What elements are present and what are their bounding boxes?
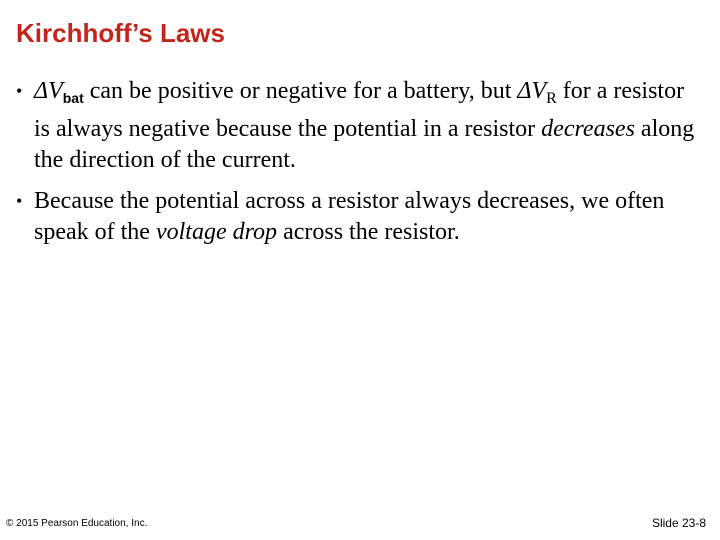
bullet-2-emphasis: voltage drop	[155, 219, 278, 245]
bullet-item-1	[16, 76, 696, 176]
delta-v-r-symbol: ΔV	[517, 78, 547, 104]
bullet-icon: •	[16, 81, 23, 101]
bullet-1-text-b: for a resistor is always negative because the potential in a resistor	[34, 78, 685, 142]
bullet-1-emphasis: decreases	[541, 116, 635, 142]
bullet-item-2	[16, 186, 696, 248]
bullet-1-text-c: along the direction of the current.	[34, 116, 695, 173]
slide-number: Slide 23-8	[651, 516, 706, 530]
bullet-1-text-a: can be positive or negative for a battery, but	[83, 78, 518, 104]
bullet-icon: •	[16, 191, 23, 211]
bullet-list	[16, 76, 696, 258]
delta-v-symbol: ΔV	[34, 78, 63, 104]
subscript-r: R	[546, 90, 557, 107]
bullet-2-text-a: Because the potential across a resistor always decreases, we often speak of the	[34, 188, 665, 245]
slide-title: Kirchhoff’s Laws	[16, 18, 225, 48]
bullet-2-text-b: across the resistor.	[277, 219, 460, 245]
subscript-bat: bat	[62, 90, 84, 106]
copyright-notice: © 2015 Pearson Education, Inc.	[6, 518, 148, 529]
